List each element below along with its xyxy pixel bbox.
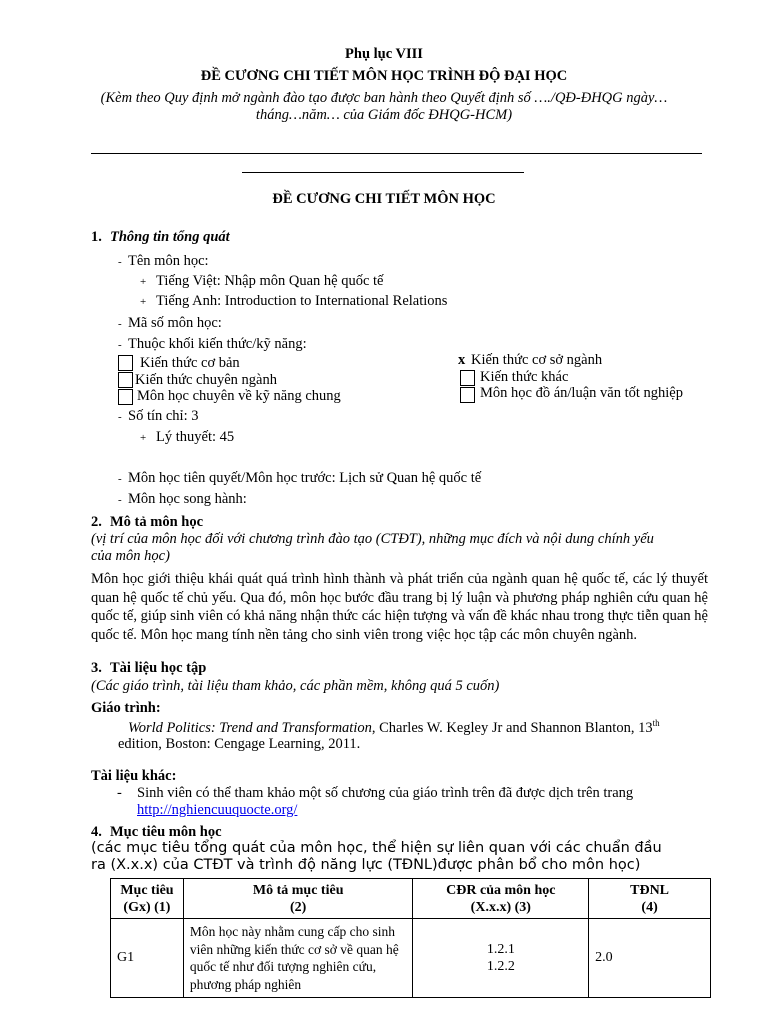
option-other-knowledge: Kiến thức khác <box>480 369 569 385</box>
section1-heading: Thông tin tổng quát <box>110 229 230 245</box>
level-cell: 2.0 <box>589 919 711 998</box>
header-divider <box>91 153 702 154</box>
section3-note: (Các giáo trình, tài liệu tham khảo, các phần mềm, không quá 5 cuốn) <box>91 678 500 694</box>
other-materials-label: Tài liệu khác: <box>91 768 177 784</box>
section4-note-line2: ra (X.x.x) của CTĐT và trình độ năng lực (TĐNL)được phân bổ cho môn học) <box>91 857 641 873</box>
option-specialized-knowledge: Kiến thức chuyên ngành <box>135 372 277 388</box>
section3-number: 3. <box>91 660 102 676</box>
option-thesis: Môn học đồ án/luận văn tốt nghiệp <box>480 385 683 401</box>
goal-cell: G1 <box>111 919 184 998</box>
course-name-english: Tiếng Anh: Introduction to International Relations <box>156 293 448 309</box>
dash-bullet-icon: - <box>118 473 122 485</box>
knowledge-block-label: Thuộc khối kiến thức/kỹ năng: <box>128 336 307 352</box>
outcomes-cell: 1.2.1 1.2.2 <box>413 919 589 998</box>
checkbox-thesis[interactable] <box>460 387 475 403</box>
textbook-label: Giáo trình: <box>91 700 161 716</box>
dash-bullet-icon: - <box>118 256 122 268</box>
course-code-label: Mã số môn học: <box>128 315 222 331</box>
page-title: ĐỀ CƯƠNG CHI TIẾT MÔN HỌC TRÌNH ĐỘ ĐẠI HỌC <box>200 68 568 84</box>
other-materials-dash: - <box>117 785 122 801</box>
course-name-label: Tên môn học: <box>128 253 209 269</box>
course-description: Môn học giới thiệu khái quát quá trình hình thành và phát triển của ngành quan hệ quốc tế, các lý thuyết quan hệ quốc tế chủ yếu. Qua đó, môn học bước đầu trang bị lý luận và phương pháp nghiên cứu quan hệ quốc tế, giúp sinh viên có khả năng nhận thức các hiện tượng và vấn đề khác nhau trong thực tiễn quan hệ quốc tế. Môn học mang tính nền tảng cho sinh viên trong việc học tập các môn chuyên ngành. <box>91 571 708 643</box>
textbook-edition-sup: th <box>652 718 660 728</box>
course-name-vietnamese: Tiếng Việt: Nhập môn Quan hệ quốc tế <box>156 273 384 289</box>
checkbox-other-knowledge[interactable] <box>460 370 475 386</box>
option-general-skills: Môn học chuyên về kỹ năng chung <box>137 388 341 404</box>
dash-bullet-icon: - <box>118 411 122 423</box>
decision-note-line2: tháng…năm… của Giám đốc ĐHQG-HCM) <box>255 107 513 123</box>
plus-bullet-icon: + <box>140 432 147 444</box>
theory-hours: Lý thuyết: 45 <box>156 429 235 445</box>
checked-mark: x <box>458 352 466 368</box>
parallel-course: Môn học song hành: <box>128 491 247 507</box>
prerequisite: Môn học tiên quyết/Môn học trước: Lịch sử Quan hệ quốc tế <box>128 470 482 486</box>
decision-note-line1: (Kèm theo Quy định mở ngành đào tạo được ban hành theo Quyết định số …./QĐ-ĐHQG ngày… <box>100 90 668 106</box>
credits: Số tín chỉ: 3 <box>128 408 199 424</box>
option-core-knowledge: Kiến thức cơ sở ngành <box>471 352 603 368</box>
header-outcomes: CĐR của môn học (X.x.x) (3) <box>413 879 589 919</box>
plus-bullet-icon: + <box>140 276 147 288</box>
section2-note-line2: của môn học) <box>91 548 170 564</box>
description-cell: Môn học này nhằm cung cấp cho sinh viên những kiến thức cơ sở về quan hệ quốc tế như đối tượng nghiên cứu, phương pháp nghiên <box>183 919 413 998</box>
section4-number: 4. <box>91 824 102 840</box>
header-description: Mô tả mục tiêu (2) <box>183 879 413 919</box>
dash-bullet-icon: - <box>118 318 122 330</box>
appendix-label: Phụ lục VIII <box>345 46 423 62</box>
section3-heading: Tài liệu học tập <box>110 660 207 676</box>
section2-note-line1: (vị trí của môn học đối với chương trình đào tạo (CTĐT), những mục đích và nội dung chính yếu <box>91 531 654 547</box>
plus-bullet-icon: + <box>140 296 147 308</box>
textbook-authors: , Charles W. Kegley Jr and Shannon Blanton, 13 <box>371 719 653 736</box>
section2-heading: Mô tả môn học <box>110 514 204 530</box>
dash-bullet-icon: - <box>118 339 122 351</box>
header-divider-short <box>242 172 524 173</box>
textbook-entry <box>128 718 660 737</box>
textbook-title: World Politics: Trend and Transformation <box>128 719 372 736</box>
textbook-edition: edition, Boston: Cengage Learning, 2011. <box>118 736 361 752</box>
section2-number: 2. <box>91 514 102 530</box>
header-goal: Mục tiêu (Gx) (1) <box>111 879 184 919</box>
checkbox-specialized-knowledge[interactable] <box>118 372 133 388</box>
option-basic-knowledge: Kiến thức cơ bản <box>140 355 240 371</box>
section4-note-line1: (các mục tiêu tổng quát của môn học, thể hiện sự liên quan với các chuẩn đầu <box>91 840 662 856</box>
section1-number: 1. <box>91 229 102 245</box>
header-competency: TĐNL (4) <box>589 879 711 919</box>
dash-bullet-icon: - <box>118 494 122 506</box>
objectives-table <box>110 878 711 998</box>
checkbox-general-skills[interactable] <box>118 389 133 405</box>
other-materials-text: Sinh viên có thể tham khảo một số chương của giáo trình trên đã được dịch trên trang <box>137 785 634 801</box>
table-row <box>111 919 711 998</box>
checkbox-basic-knowledge[interactable] <box>118 355 133 371</box>
section4-heading: Mục tiêu môn học <box>110 824 222 840</box>
nghiencuuquocte-link[interactable]: http://nghiencuuquocte.org/ <box>137 802 298 818</box>
doc-title: ĐỀ CƯƠNG CHI TIẾT MÔN HỌC <box>272 191 496 207</box>
